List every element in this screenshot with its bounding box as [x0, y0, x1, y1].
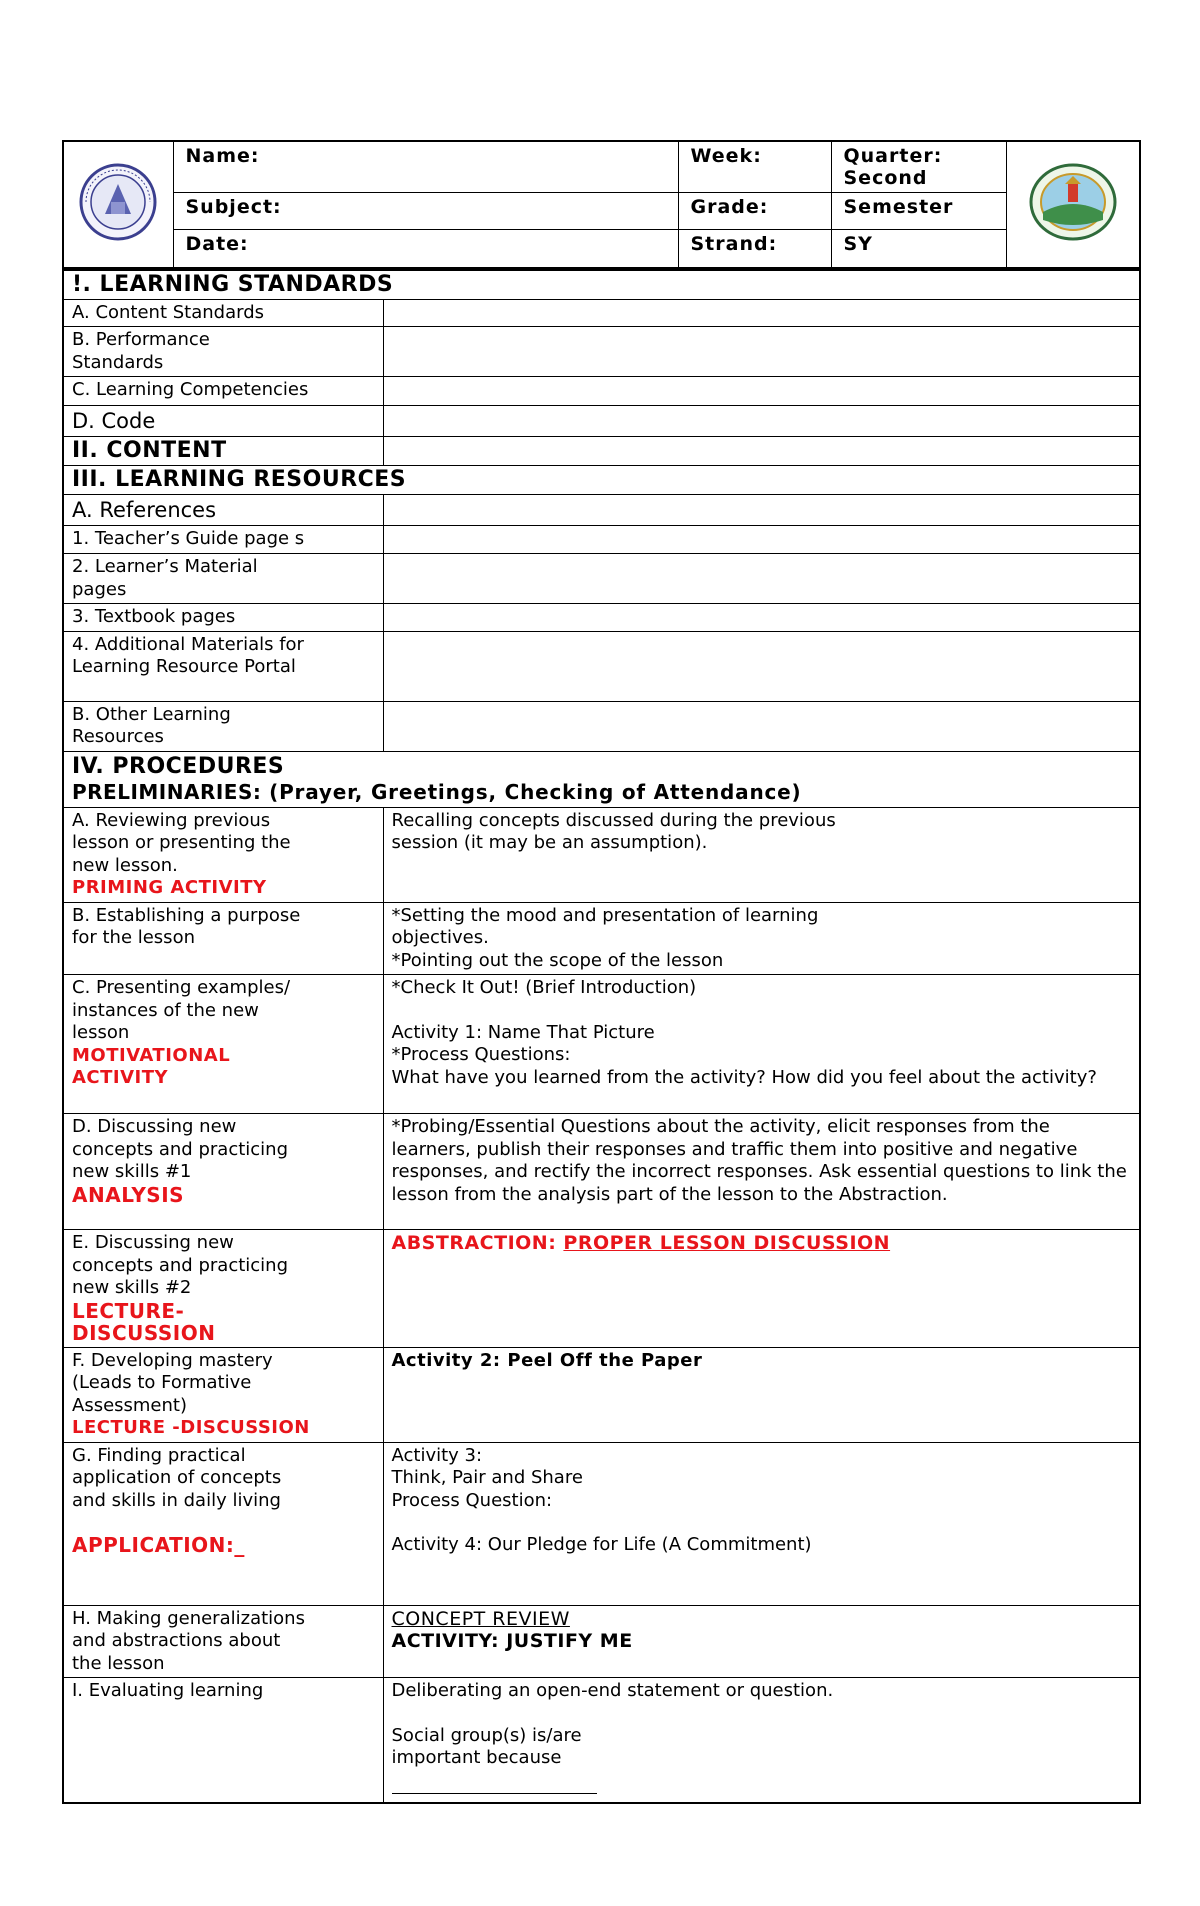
- other-resources-value: [383, 701, 1140, 751]
- procedure-d-label-cell: [63, 1114, 383, 1230]
- procedure-i-content-cell: [383, 1678, 1140, 1804]
- date-label: Date:: [173, 229, 678, 268]
- procedure-b-label-cell: [63, 902, 383, 975]
- semester-cell: [831, 166, 1006, 229]
- strand-label: Strand:: [678, 229, 831, 268]
- procedure-g-tag: APPLICATION:_: [72, 1533, 245, 1557]
- procedure-i-label: I. Evaluating learning: [72, 1680, 264, 1701]
- procedure-a-tag: PRIMING ACTIVITY: [72, 877, 267, 898]
- preliminaries-line: [72, 780, 1131, 804]
- procedure-c-content-2: Activity 1: Name That Picture: [391, 1021, 655, 1043]
- code-value: [383, 406, 1140, 437]
- school-seal-logo: [1006, 141, 1140, 268]
- procedure-g-label: G. Finding practical application of concepts and skills in daily living: [72, 1444, 282, 1511]
- textbook-pages-value: [383, 604, 1140, 632]
- procedures-heading: IV. PROCEDURES: [72, 753, 285, 779]
- additional-materials-label: 4. Additional Materials for Learning Resource Portal: [63, 631, 383, 701]
- preliminaries-label: PRELIMINARIES:: [72, 779, 262, 804]
- preliminaries-text: (Prayer, Greetings, Checking of Attendance): [261, 779, 802, 804]
- procedures-heading-cell: [63, 751, 1140, 807]
- procedure-a-label-cell: [63, 807, 383, 902]
- references-label: A. References: [63, 495, 383, 526]
- procedure-e-content-1: ABSTRACTION:: [391, 1232, 564, 1254]
- procedure-i-content-1: Deliberating an open-end statement or question.: [391, 1680, 834, 1701]
- sy-label: SY: [831, 229, 1006, 268]
- subject-label: Subject:: [173, 192, 678, 229]
- references-value: [383, 495, 1140, 526]
- learning-competencies-value: [383, 377, 1140, 406]
- content-standards-value: [383, 299, 1140, 327]
- procedure-c-content-cell: [383, 975, 1140, 1114]
- procedure-g-content-2: Think, Pair and Share: [391, 1467, 583, 1488]
- procedure-d-content: *Probing/Essential Questions about the activity, elicit responses from the learners, publish their responses and traffic them into positive and negative responses, and rectify the incorrect responses. Ask essential questions to link the lesson from the analysis part of the lesson to the Abstraction.: [391, 1116, 1127, 1205]
- semester-label: Semester: [843, 195, 954, 218]
- content-heading: II. CONTENT: [63, 437, 383, 466]
- procedure-h-content-2: ACTIVITY: JUSTIFY ME: [391, 1630, 633, 1652]
- procedure-d-content-cell: [383, 1114, 1140, 1230]
- learners-material-value: [383, 554, 1140, 604]
- procedure-b-content-cell: [383, 902, 1140, 975]
- lesson-plan-table: [62, 270, 1141, 1805]
- procedure-b-content-1: *Setting the mood and presentation of learning objectives.: [391, 904, 819, 948]
- teachers-guide-label: 1. Teacher’s Guide page s: [63, 526, 383, 554]
- procedure-g-content-1: Activity 3:: [391, 1444, 483, 1466]
- lesson-plan-page: [62, 140, 1139, 1804]
- learning-resources-heading: III. LEARNING RESOURCES: [63, 466, 1140, 495]
- procedure-i-content-2: Social group(s) is/are important because: [391, 1724, 582, 1768]
- procedure-e-label-cell: [63, 1230, 383, 1348]
- content-value: [383, 437, 1140, 466]
- code-label: D. Code: [63, 406, 383, 437]
- procedure-e-tag: LECTURE- DISCUSSION: [72, 1298, 216, 1345]
- answer-blank-line: [392, 1779, 597, 1794]
- grade-label: Grade:: [678, 192, 831, 229]
- procedure-f-tag: LECTURE -DISCUSSION: [72, 1417, 310, 1438]
- procedure-g-content-3: Process Question:: [391, 1489, 553, 1511]
- procedure-g-content-4: Activity 4: Our Pledge for Life (A Commitment): [391, 1534, 812, 1555]
- deped-seal-logo: [63, 141, 173, 268]
- procedure-c-content-3: *Process Questions:: [391, 1044, 571, 1065]
- performance-standards-label: B. Performance Standards: [63, 327, 383, 377]
- procedure-d-tag: ANALYSIS: [72, 1182, 185, 1207]
- procedure-g-label-cell: [63, 1442, 383, 1605]
- quarter-value: Second: [843, 166, 928, 189]
- procedure-f-content-cell: [383, 1347, 1140, 1442]
- header-table: [62, 140, 1141, 270]
- textbook-pages-label: 3. Textbook pages: [63, 604, 383, 632]
- name-label: Name:: [173, 141, 678, 192]
- procedure-i-label-cell: [63, 1678, 383, 1804]
- teachers-guide-value: [383, 526, 1140, 554]
- procedure-h-content-cell: [383, 1605, 1140, 1678]
- procedure-f-label: F. Developing mastery (Leads to Formative Assessment): [72, 1349, 273, 1416]
- procedure-c-label: C. Presenting examples/ instances of the new lesson: [72, 977, 291, 1043]
- procedure-a-content-cell: [383, 807, 1140, 902]
- procedure-a-label: A. Reviewing previous lesson or presenting the new lesson.: [72, 809, 291, 876]
- procedure-c-label-cell: [63, 975, 383, 1114]
- week-label: Week:: [678, 141, 831, 192]
- procedure-c-content-4: What have you learned from the activity? How did you feel about the activity?: [391, 1066, 1097, 1088]
- procedure-d-label: D. Discussing new concepts and practicing new skills #1: [72, 1116, 288, 1182]
- additional-materials-value: [383, 631, 1140, 701]
- procedure-a-content: Recalling concepts discussed during the previous session (it may be an assumption).: [391, 809, 836, 853]
- learning-standards-heading: !. LEARNING STANDARDS: [63, 270, 1140, 299]
- quarter-label: Quarter:: [843, 145, 943, 167]
- school-seal-icon: [1027, 162, 1119, 242]
- procedure-c-content-1: *Check It Out! (Brief Introduction): [391, 977, 697, 998]
- procedure-f-content: Activity 2: Peel Off the Paper: [391, 1349, 703, 1371]
- procedure-h-label: H. Making generalizations and abstractions about the lesson: [72, 1607, 305, 1674]
- performance-standards-value: [383, 327, 1140, 377]
- procedure-b-label: B. Establishing a purpose for the lesson: [72, 904, 301, 948]
- learners-material-label: 2. Learner’s Material pages: [63, 554, 383, 604]
- procedure-e-content-cell: [383, 1230, 1140, 1348]
- deped-seal-icon: [78, 162, 158, 242]
- procedure-e-label: E. Discussing new concepts and practicing new skills #2: [72, 1232, 288, 1298]
- procedure-e-content-2: PROPER LESSON DISCUSSION: [563, 1232, 891, 1254]
- procedure-h-content-1: CONCEPT REVIEW: [391, 1607, 570, 1630]
- other-resources-label: B. Other Learning Resources: [63, 701, 383, 751]
- procedure-g-content-cell: [383, 1442, 1140, 1605]
- procedure-c-tag: MOTIVATIONAL ACTIVITY: [72, 1044, 231, 1088]
- procedure-f-label-cell: [63, 1347, 383, 1442]
- procedure-b-content-2: *Pointing out the scope of the lesson: [391, 949, 724, 971]
- content-standards-label: A. Content Standards: [63, 299, 383, 327]
- learning-competencies-label: C. Learning Competencies: [63, 377, 383, 406]
- procedure-h-label-cell: [63, 1605, 383, 1678]
